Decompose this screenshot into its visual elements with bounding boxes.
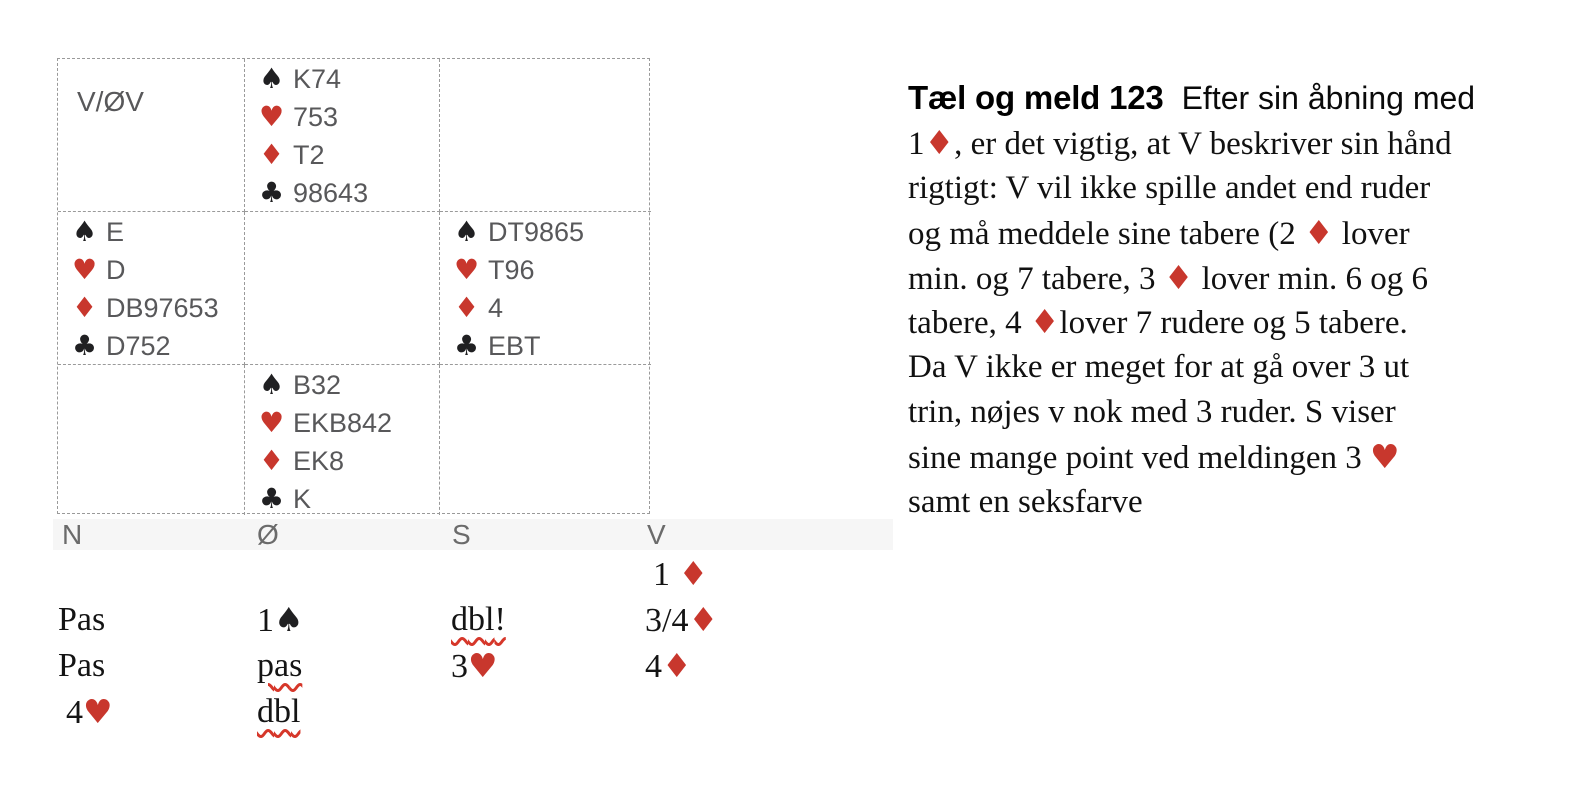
hand-line-spades	[259, 60, 439, 98]
card-values: K74	[293, 64, 342, 94]
bid-cell: 3/4♦	[645, 600, 719, 639]
article-title: Tæl og meld 123	[908, 79, 1164, 116]
bidding-seats	[53, 519, 893, 550]
vulnerability-label	[58, 59, 245, 212]
heart-icon: ♥	[259, 100, 285, 133]
empty-cell	[440, 365, 651, 515]
deal-diagram	[57, 58, 650, 514]
bid-cell: 1 ♦	[653, 554, 709, 593]
hand-line-hearts	[72, 251, 244, 289]
hand-line-clubs	[259, 480, 439, 518]
article-line: og må meddele sine tabere (2 ♦ lover	[908, 212, 1410, 252]
article-line: sine mange point ved meldingen 3 ♥	[908, 437, 1400, 477]
heart-icon: ♥	[83, 692, 113, 731]
bid-cell: 4♥	[66, 692, 113, 731]
card-values: EK8	[293, 446, 345, 476]
north-hand	[245, 59, 440, 212]
card-values: B32	[293, 370, 342, 400]
spade-icon: ♠	[259, 368, 285, 401]
east-hand	[440, 212, 651, 365]
diamond-icon: ♦	[924, 122, 955, 162]
card-values: K	[293, 484, 312, 514]
card-values: D	[106, 255, 126, 285]
hand-line-hearts	[259, 98, 439, 136]
bid-row	[53, 597, 893, 643]
seat-label-n: N	[62, 519, 83, 550]
article-line: rigtigt: V vil ikke spille andet end ruder	[908, 169, 1431, 206]
bid-row	[53, 689, 893, 735]
hand-line-diamonds	[72, 289, 244, 327]
heart-icon: ♥	[259, 406, 285, 439]
bid-cell: dbl!	[451, 601, 506, 638]
bid-cell: Pas	[58, 601, 106, 638]
bid-row	[53, 643, 893, 689]
seat-label-ø: Ø	[257, 519, 279, 550]
article-line: Da V ikke er meget for at gå over 3 ut	[908, 349, 1410, 386]
spade-icon: ♠	[454, 215, 480, 248]
spade-icon: ♠	[72, 215, 98, 248]
hand-line-spades	[259, 366, 439, 404]
spade-icon: ♠	[259, 62, 285, 95]
hand-line-hearts	[454, 251, 651, 289]
card-values: EBT	[488, 331, 541, 361]
empty-center-cell	[245, 212, 440, 365]
article-line: min. og 7 tabere, 3 ♦ lover min. 6 og 6	[908, 257, 1428, 297]
diamond-icon: ♦	[678, 554, 709, 593]
article-line: tabere, 4 ♦lover 7 rudere og 5 tabere.	[908, 302, 1408, 342]
spade-icon: ♠	[274, 600, 304, 639]
diamond-icon: ♦	[1029, 302, 1060, 342]
card-values: D752	[106, 331, 171, 361]
hand-line-diamonds	[259, 442, 439, 480]
diamond-icon: ♦	[72, 291, 98, 324]
article-line: 1♦, er det vigtig, at V beskriver sin hånd	[908, 122, 1452, 162]
bid-cell: 1♠	[257, 600, 304, 639]
card-values: E	[106, 217, 125, 247]
diamond-icon: ♦	[1163, 257, 1194, 297]
card-values: 98643	[293, 178, 369, 208]
club-icon: ♣	[454, 329, 480, 362]
bid-cell: 3♥	[451, 646, 498, 685]
bid-cell: pas	[257, 647, 303, 684]
card-values: EKB842	[293, 408, 393, 438]
hand-line-clubs	[454, 327, 651, 365]
card-values: DT9865	[488, 217, 585, 247]
article-lines	[908, 76, 1568, 525]
hand-line-clubs	[72, 327, 244, 365]
empty-cell	[58, 365, 245, 515]
card-values: 4	[488, 293, 504, 323]
diamond-icon: ♦	[454, 291, 480, 324]
hand-line-spades	[454, 213, 651, 251]
bidding-rows	[53, 551, 893, 735]
heart-icon: ♥	[468, 646, 498, 685]
card-values: DB97653	[106, 293, 219, 323]
empty-cell	[440, 59, 651, 212]
card-values: T2	[293, 140, 325, 170]
diamond-icon: ♦	[1303, 212, 1334, 252]
heart-icon: ♥	[454, 253, 480, 286]
hand-line-spades	[72, 213, 244, 251]
vulnerability-text: V/ØV	[77, 86, 144, 117]
bid-cell: Pas	[58, 647, 106, 684]
hand-line-clubs	[259, 174, 439, 212]
bid-cell: 4♦	[645, 646, 692, 685]
seat-label-v: V	[647, 519, 666, 550]
club-icon: ♣	[259, 176, 285, 209]
bid-row	[53, 551, 893, 597]
seat-label-s: S	[452, 519, 471, 550]
article-line: trin, nøjes v nok med 3 ruder. S viser	[908, 394, 1396, 431]
diamond-icon: ♦	[259, 444, 285, 477]
south-hand	[245, 365, 440, 515]
club-icon: ♣	[259, 482, 285, 515]
hand-line-diamonds	[454, 289, 651, 327]
heart-icon: ♥	[1369, 437, 1400, 477]
club-icon: ♣	[72, 329, 98, 362]
article-text	[908, 76, 1568, 525]
diamond-icon: ♦	[662, 646, 692, 685]
article-line: samt en seksfarve	[908, 484, 1143, 521]
card-values: T96	[488, 255, 535, 285]
card-values: 753	[293, 102, 339, 132]
west-hand	[58, 212, 245, 365]
heart-icon: ♥	[72, 253, 98, 286]
hand-line-hearts	[259, 404, 439, 442]
diamond-icon: ♦	[259, 138, 285, 171]
diamond-icon: ♦	[688, 600, 719, 639]
article-line	[908, 76, 1568, 121]
article-intro: Efter sin åbning med	[1181, 80, 1476, 116]
bid-cell: dbl	[257, 693, 301, 730]
hand-line-diamonds	[259, 136, 439, 174]
